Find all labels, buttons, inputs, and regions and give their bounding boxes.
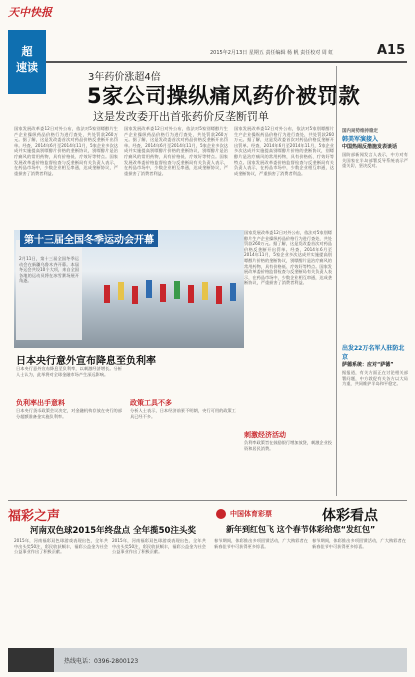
right-title-1[interactable]: 韩美军演接入 (342, 136, 379, 143)
article-body-2: 分析人士表示，日本经济前景不明朗，央行可用的政策工具已经不多。 (130, 408, 236, 419)
section-tag-line-2: 速读 (16, 61, 38, 74)
lead-headline[interactable]: 5家公司操纵痛风药价被罚款 (87, 84, 361, 108)
welfare-lottery-banner (8, 505, 208, 522)
right-column (342, 128, 408, 490)
column-divider (336, 66, 337, 496)
section-tag (8, 30, 46, 94)
article-body-boj: 日本央行意外宣布降息至负利率，以刺激经济增长。分析人士认为，此举将对全球金融市场产生深远影响。 (16, 366, 122, 377)
section-divider (8, 500, 407, 501)
right-title-3[interactable]: 出发22万名军人驻防北京 (342, 345, 405, 361)
header-rule (8, 61, 407, 63)
photo-title: 第十三届全国冬季运动会开幕 (20, 230, 158, 247)
photo-caption: 2月11日，第十三届全国冬季运动会在新疆乌鲁木齐开幕。本届冬运会共设10个大项，来自全国各地的运动员将在冰雪赛场展开角逐。 (19, 256, 79, 284)
sports-lottery-banner-right: 体彩看点 (322, 508, 378, 524)
welfare-lottery-banner-text: 福彩之声 (8, 509, 61, 524)
sports-lottery-body-1: 春节期间，体彩推出多项回馈活动，广大购彩者在新春佳节中可获得更多惊喜。 (214, 538, 308, 549)
lead-body-col-3: 国家发展改革委12日对外公布，依法对5家别嘌醇片生产企业操纵药品价格行为进行查处，共处罚款260万元。据了解，这是发改委首次对药品价格反垄断开出罚单。经查，2014年6月至2014年11月，5家企业多次达成并实施提高别嘌醇片价格的垄断协议，别嘌醇片是治疗痛风的常用药物，具有价格低、疗效好等特点。国家发展改革委价格监督检查与反垄断局有关负责人表示，在药品市场中，少数企业相互串通，达成垄断协议，严重损害了消费者利益。 (234, 126, 334, 176)
sports-lottery-body-2: 春节期间，体彩推出多项回馈活动，广大购彩者在新春佳节中可获得更多惊喜。 (312, 538, 406, 549)
newspaper-logo: 天中快报 (8, 6, 52, 19)
lead-kicker: 3年药价涨超4倍 (88, 72, 161, 83)
article-body-1: 日本央行货币政策会议决定，对金融机构存放在央行的部分超额准备金实施负利率。 (16, 408, 122, 419)
right-title-4[interactable]: 萨德系统：应对“萨德” (342, 362, 394, 368)
welfare-lottery-body-1: 2015年，河南福彩双色球游戏表现出色，全年共中出头奖50注，彩民收获颇丰，福彩公益金为社会公益事业作出了积极贡献。 (14, 538, 108, 555)
lead-body-col-1: 国家发展改革委12日对外公布，依法对5家别嘌醇片生产企业操纵药品价格行为进行查处，共处罚款260万元。据了解，这是发改委首次对药品价格反垄断开出罚单。经查，2014年6月至2014年11月，5家企业多次达成并实施提高别嘌醇片价格的垄断协议，别嘌醇片是治疗痛风的常用药物，具有价格低、疗效好等特点。国家发展改革委价格监督检查与反垄断局有关负责人表示，在药品市场中，少数企业相互串通，达成垄断协议，严重损害了消费者利益。 (14, 126, 118, 176)
article-subtitle-2: 政策工具不多 (130, 399, 172, 407)
page-number: A15 (377, 43, 406, 58)
right-title-2[interactable]: 中国热闹反措施发表谈话 (342, 144, 398, 150)
photo-caption-box (16, 240, 82, 340)
ad-strip[interactable] (8, 648, 407, 672)
article-body-4: 国家发展改革委12日对外公布，依法对5家别嘌醇片生产企业操纵药品价格行为进行查处，共处罚款260万元。据了解，这是发改委首次对药品价格反垄断开出罚单。经查，2014年6月至2014年11月，5家企业多次达成并实施提高别嘌醇片价格的垄断协议，别嘌醇片是治疗痛风的常用药物，具有价格低、疗效好等特点。国家发展改革委价格监督检查与反垄断局有关负责人表示，在药品市场中，少数企业相互串通，达成垄断协议，严重损害了消费者利益。 (244, 230, 332, 286)
sports-lottery-banner-left: 中国体育彩票 (230, 510, 272, 518)
right-kicker: 国内局势维持稳定 (342, 129, 378, 134)
article-body-3: 负利率政策旨在鼓励银行增加放贷，刺激企业投资和居民消费。 (244, 440, 332, 451)
welfare-lottery-body-2: 2015年，河南福彩双色球游戏表现出色，全年共中出头奖50注，彩民收获颇丰，福彩公益金为社会公益事业作出了积极贡献。 (112, 538, 206, 555)
welfare-lottery-title[interactable]: 河南双色球2015年终盘点 全年揽50注头奖 (30, 526, 196, 536)
sports-lottery-banner (212, 505, 407, 523)
ad-text: 热线电话：0396-2800123 (64, 658, 139, 665)
dateline: 2015年2月13日 星期五 责任编辑 杨 帆 责任校对 周 虹 (210, 50, 334, 56)
sports-lottery-logo-icon (216, 509, 226, 519)
right-body-1: 国防部新闻发言人表示，中方对有关国家在半岛部署反导系统表示严重关切，坚决反对。 (342, 152, 408, 169)
lead-subhead: 这是发改委开出首张药价反垄断罚单 (93, 110, 269, 123)
ad-logo-block (8, 648, 54, 672)
article-subtitle-3: 刺激经济活动 (244, 431, 286, 439)
article-subtitle-1: 负利率出手意料 (16, 399, 65, 407)
lead-body-col-2: 国家发展改革委12日对外公布，依法对5家别嘌醇片生产企业操纵药品价格行为进行查处，共处罚款260万元。据了解，这是发改委首次对药品价格反垄断开出罚单。经查，2014年6月至2014年11月，5家企业多次达成并实施提高别嘌醇片价格的垄断协议，别嘌醇片是治疗痛风的常用药物，具有价格低、疗效好等特点。国家发展改革委价格监督检查与反垄断局有关负责人表示，在药品市场中，少数企业相互串通，达成垄断协议，严重损害了消费者利益。 (124, 126, 228, 176)
page-header (0, 0, 415, 66)
section-tag-line-1: 超 (21, 45, 33, 58)
article-title-boj[interactable]: 日本央行意外宣布降息至负利率 (16, 356, 156, 367)
sports-lottery-title[interactable]: 新年到红包飞 这个春节体彩给您“发红包” (226, 525, 376, 534)
right-body-2: 据报道，有关方面正在讨论相关部署问题，中方敦促有关各方以大局为重，共同维护半岛和平稳定。 (342, 370, 408, 387)
